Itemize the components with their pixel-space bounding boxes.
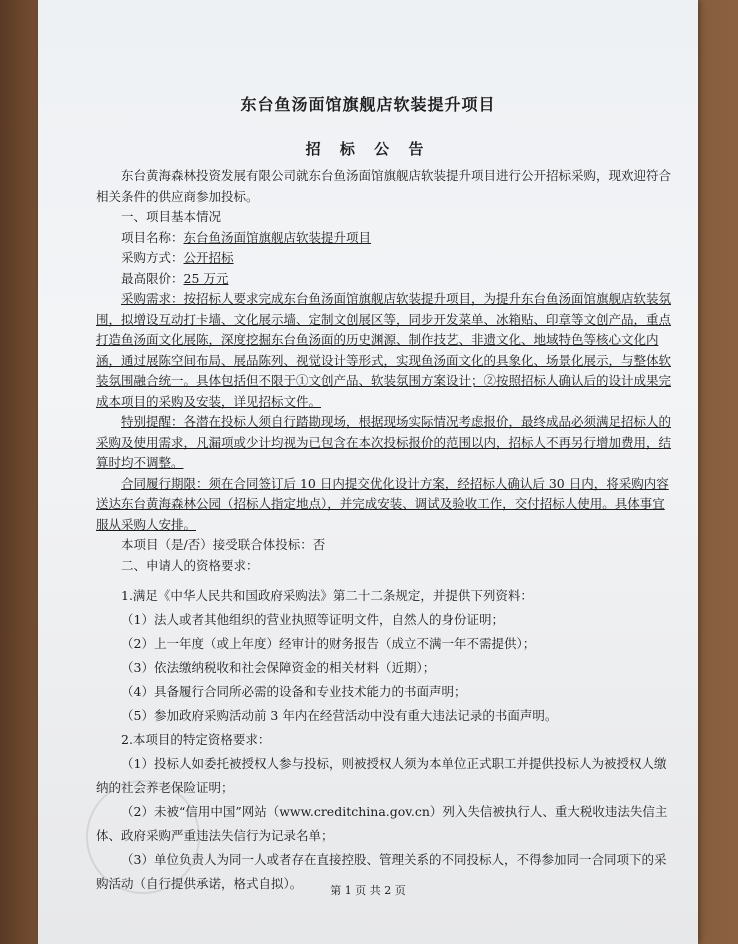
- document-subtitle: 招 标 公 告: [305, 140, 431, 158]
- method-label: 采购方式：: [121, 250, 184, 265]
- price-line: [96, 269, 676, 290]
- project-name-line: [96, 228, 676, 249]
- document-page: [38, 0, 698, 944]
- req1-item: （4）具备履行合同所必需的设备和专业技术能力的书面声明；: [121, 684, 467, 699]
- reminder-paragraph: 特别提醒：各潜在投标人须自行踏勘现场，根据现场实际情况考虑报价，最终成品必须满足招标人的采购及使用需求，凡漏项或少计均视为已包含在本次投标报价的范围以内，招标人不再另行增加费用，结算时均不调整。: [96, 414, 672, 470]
- document-body: [96, 166, 676, 576]
- req2-item: （2）未被“信用中国”网站（www.creditchina.gov.cn）列入失信被执行人、重大税收违法失信主体、政府采购严重违法失信行为记录名单；: [96, 804, 668, 843]
- req2-item: （3）单位负责人为同一人或者存在直接控股、管理关系的不同投标人，不得参加同一合同项下的采购活动（自行提供承诺，格式自拟）。: [96, 852, 667, 891]
- section1-heading: 一、项目基本情况: [121, 209, 222, 224]
- consortium-line: 本项目（是/否）接受联合体投标：否: [121, 537, 326, 552]
- project-name-value: 东台鱼汤面馆旗舰店软装提升项目: [183, 229, 372, 245]
- req1-item: （2）上一年度（或上年度）经审计的财务报告（成立不满一年不需提供）；: [121, 636, 536, 651]
- req1-item: （5）参加政府采购活动前 3 年内在经营活动中没有重大违法记录的书面声明。: [121, 708, 558, 723]
- section2-heading: 二、申请人的资格要求：: [121, 557, 259, 573]
- req2-item: （1）投标人如委托被授权人参与投标，则被授权人须为本单位正式职工并提供投标人为被授权人缴纳的社会养老保险证明；: [96, 756, 667, 795]
- price-value: 25 万元: [183, 270, 229, 286]
- page-footer: 第 1 页 共 2 页: [330, 884, 406, 897]
- method-value: 公开招标: [183, 250, 234, 265]
- method-line: [96, 248, 676, 269]
- document-title: 东台鱼汤面馆旗舰店软装提升项目: [240, 95, 496, 114]
- intro-paragraph: 东台黄海森林投资发展有限公司就东台鱼汤面馆旗舰店软装提升项目进行公开招标采购，现欢迎符合相关条件的供应商参加投标。: [96, 168, 672, 204]
- req1-item: （3）依法缴纳税收和社会保障资金的相关材料（近期）；: [121, 660, 436, 675]
- req1-line: 1.满足《中华人民共和国政府采购法》第二十二条规定，并提供下列资料：: [121, 588, 533, 603]
- faded-seal: [86, 780, 200, 894]
- contract-paragraph: 合同履行期限：须在合同签订后 10 日内提交优化设计方案，经招标人确认后 30 日内，将采购内容送达东台黄海森林公园（招标人指定地点），并完成安装、调试及验收工作，交付招标人使用。具体事宜服从采购人安排。: [96, 475, 669, 532]
- req1-item: （1）法人或者其他组织的营业执照等证明文件，自然人的身份证明；: [121, 612, 504, 627]
- price-label: 最高限价：: [121, 270, 184, 286]
- req2-line: 2.本项目的特定资格要求：: [121, 732, 271, 747]
- project-name-label: 项目名称：: [121, 229, 184, 245]
- requirement-paragraph: 采购需求：按招标人要求完成东台鱼汤面馆旗舰店软装提升项目，为提升东台鱼汤面馆旗舰店软装氛围，拟增设互动打卡墙、文化展示墙、定制文创展区等，同步开发菜单、冰箱贴、印章等文创产品，重点打造鱼汤面文化展陈，深度挖掘东台鱼汤面的历史渊源、制作技艺、非遗文化、地域特色等核心文化内涵，通过展陈空间布局、展品陈列、视觉设计等形式，实现鱼汤面文化的具象化、场景化展示，与整体软装氛围融合统一。具体包括但不限于①文创产品、软装氛围方案设计；②按照招标人确认后的设计成果完成本项目的采购及安装，详见招标文件。: [96, 291, 672, 409]
